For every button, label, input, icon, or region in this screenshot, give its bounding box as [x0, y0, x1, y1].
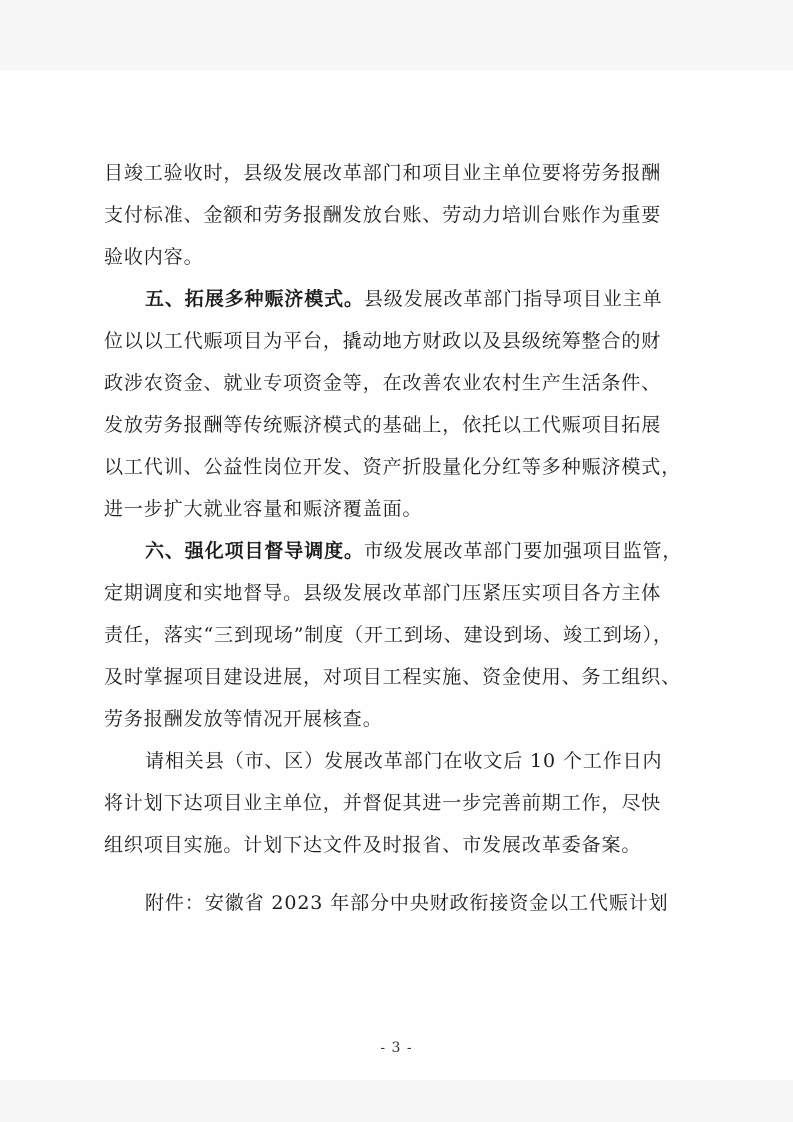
paragraph-line: 目竣工验收时，县级发展改革部门和项目业主单位要将劳务报酬: [104, 162, 662, 184]
scan-shadow-top: [0, 0, 793, 70]
section-6-heading: 六、强化项目督导调度。: [145, 540, 364, 562]
paragraph-line: 支付标准、金额和劳务报酬发放台账、劳动力培训台账作为重要: [104, 204, 662, 226]
paragraph-line: 政涉农资金、就业专项资金等，在改善农业农村生产生活条件、: [104, 372, 662, 394]
scan-shadow-bottom: [0, 1080, 793, 1122]
paragraph-line: 进一步扩大就业容量和赈济覆盖面。: [104, 498, 423, 520]
paragraph-line: 以工代训、公益性岗位开发、资产折股量化分红等多种赈济模式，: [104, 456, 682, 478]
section-5-heading: 五、拓展多种赈济模式。: [145, 288, 364, 310]
section-5-first-line-text: 县级发展改革部门指导项目业主单: [363, 288, 663, 310]
section-6-first-line: [145, 532, 694, 570]
paragraph-line: 及时掌握项目建设进展，对项目工程实施、资金使用、务工组织、: [104, 666, 682, 688]
page-number: - 3 -: [380, 1040, 413, 1056]
paragraph-line: 将计划下达项目业主单位，并督促其进一步完善前期工作，尽快: [104, 792, 662, 814]
paragraph-line: 位以以工代赈项目为平台，撬动地方财政以及县级统筹整合的财: [104, 330, 662, 352]
section-5-first-line: [145, 280, 694, 318]
section-6-first-line-text: 市级发展改革部门要加强项目监管，: [363, 540, 683, 562]
paragraph-line: 组织项目实施。计划下达文件及时报省、市发展改革委备案。: [104, 834, 642, 856]
paragraph-line: 责任，落实“三到现场”制度（开工到场、建设到场、竣工到场），: [104, 624, 673, 646]
attachment-line: 附件：安徽省 2023 年部分中央财政衔接资金以工代赈计划: [145, 892, 669, 914]
paragraph-line: 发放劳务报酬等传统赈济模式的基础上，依托以工代赈项目拓展: [104, 414, 662, 436]
paragraph-line: 验收内容。: [104, 246, 204, 268]
paragraph-line: 定期调度和实地督导。县级发展改革部门压紧压实项目各方主体: [104, 582, 662, 604]
paragraph-line: 劳务报酬发放等情况开展核查。: [104, 708, 383, 730]
closing-first-line: 请相关县（市、区）发展改革部门在收文后 10 个工作日内: [145, 750, 663, 772]
